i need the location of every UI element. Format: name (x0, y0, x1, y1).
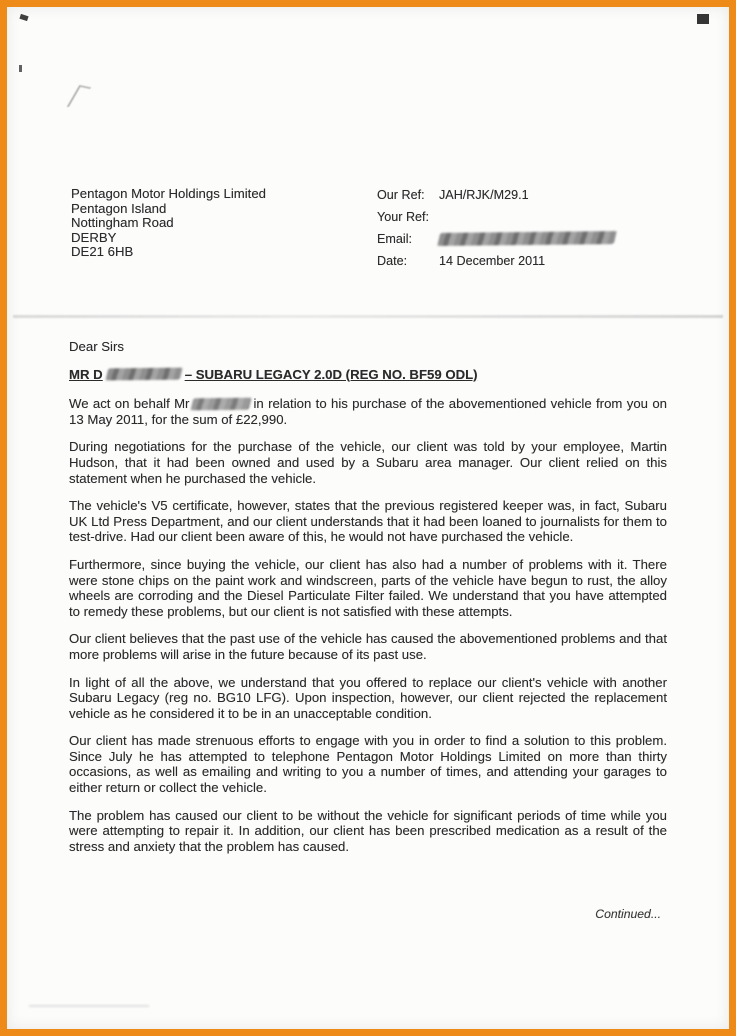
sender-address-line: Nottingham Road (71, 215, 174, 231)
your-ref-row (377, 210, 615, 224)
subject-prefix: MR D (69, 366, 103, 382)
paragraph-8: The problem has caused our client to be without the vehicle for significant periods of time while you were attempting to repair it. In addition, our client has been prescribed medication as a result of the stress and anxiety that the problem has caused. (69, 807, 667, 854)
paragraph-1-before: We act on behalf Mr (69, 396, 190, 412)
our-ref-label: Our Ref: (377, 188, 425, 202)
sender-address-line: Pentagon Island (71, 200, 167, 216)
our-ref-value: JAH/RJK/M29.1 (439, 188, 529, 202)
salutation: Dear Sirs (69, 339, 124, 354)
scan-artifact-bottom (29, 1005, 149, 1007)
paragraph-1 (69, 396, 667, 427)
scan-artifact-line (13, 315, 723, 318)
redacted-email-value (437, 231, 617, 246)
letter-body (69, 339, 667, 866)
email-label: Email: (377, 232, 412, 246)
reference-block (377, 188, 615, 276)
redacted-client-name (105, 368, 182, 381)
subject-suffix: – SUBARU LEGACY 2.0D (REG NO. BF59 ODL) (184, 366, 478, 382)
paragraph-3: The vehicle's V5 certificate, however, states that the previous registered keeper was, in fact, Subaru UK Ltd Press Department, and our client understands that it had been loaned to journalists for them to test-drive. Had our client been aware of this, he would not have purchased the vehicle. (69, 498, 667, 545)
sender-address-line: DE21 6HB (71, 244, 134, 260)
sender-address-line: DERBY (71, 229, 117, 245)
scan-artifact-left-edge (19, 65, 22, 72)
paragraph-2: During negotiations for the purchase of the vehicle, our client was told by your employee, Martin Hudson, that it had been owned and used by a Subaru area manager. Our client relied on this statement when he purchased the vehicle. (69, 439, 667, 486)
redacted-client-name (191, 397, 252, 410)
sender-address-line: Pentagon Motor Holdings Limited (71, 186, 266, 201)
our-ref-row (377, 188, 615, 202)
scan-artifact-top-left (19, 14, 28, 21)
paragraph-7: Our client has made strenuous efforts to engage with you in order to find a solution to this problem. Since July he has attempted to telephone Pentagon Motor Holdings Limited on more than thirty occasions, as well as emailing and writing to you a number of times, and attending your garages to either return or collect the vehicle. (69, 733, 667, 796)
paragraph-5: Our client believes that the past use of the vehicle has caused the abovementioned problems and that more problems will arise in the future because of its past use. (69, 631, 667, 662)
date-value: 14 December 2011 (439, 254, 546, 268)
date-row (377, 254, 615, 268)
pen-squiggle-mark (67, 85, 91, 109)
your-ref-label: Your Ref: (377, 210, 430, 224)
date-label: Date: (377, 254, 408, 268)
continued-note: Continued... (595, 907, 661, 921)
paragraph-4: Furthermore, since buying the vehicle, our client has also had a number of problems with it. There were stone chips on the paint work and windscreen, parts of the vehicle have begun to rust, the alloy wheels are corroding and the Diesel Particulate Filter failed. We understand that you have attempted to remedy these problems, but our client is not satisfied with these attempts. (69, 556, 667, 619)
subject-line (69, 367, 667, 383)
paragraph-6: In light of all the above, we understand that you offered to replace our client's vehicle with another Subaru Legacy (reg no. BG10 LFG). Upon inspection, however, our client rejected the replacement vehicle as he considered it to be in an unacceptable condition. (69, 674, 667, 721)
paragraph-1-after: in relation to his purchase of the abovementioned vehicle from you on 13 May 2011, for the sum of £22,990. (69, 396, 667, 427)
email-row (377, 232, 615, 246)
sender-address-block (71, 187, 266, 260)
scan-artifact-top-right (697, 14, 709, 24)
